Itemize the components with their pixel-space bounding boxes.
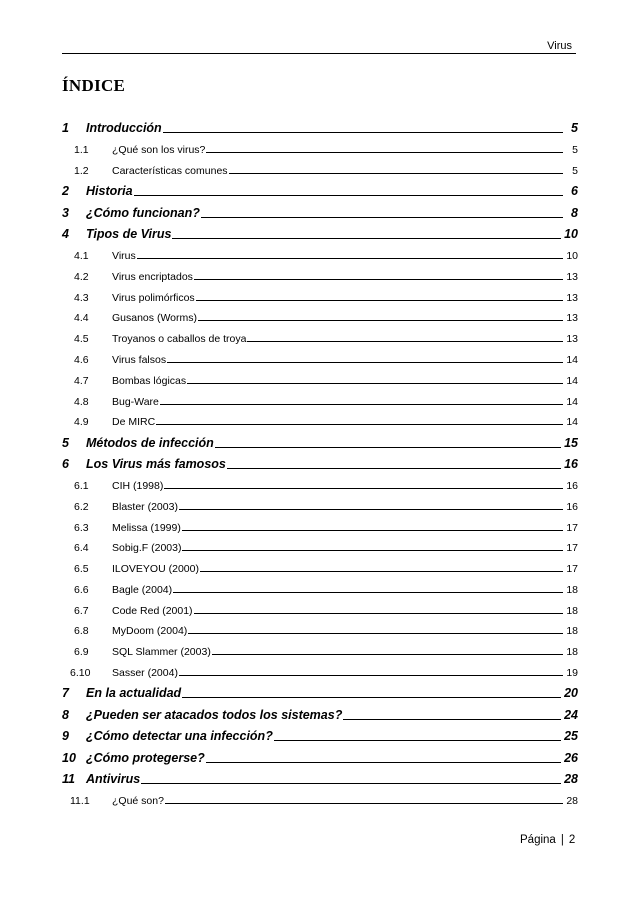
toc-number: 6.5 <box>74 563 89 576</box>
toc-leader-line <box>179 675 563 676</box>
toc-entry[interactable] <box>62 722 578 743</box>
header-rule <box>62 53 576 54</box>
toc-label: Los Virus más famosos <box>86 457 226 472</box>
toc-number: 1.2 <box>74 164 89 177</box>
toc-entry[interactable] <box>62 679 578 700</box>
toc-number: 6.4 <box>74 542 89 555</box>
toc-subentry[interactable] <box>62 596 578 617</box>
toc-page-number: 17 <box>566 542 578 555</box>
toc-page-number: 5 <box>572 144 578 157</box>
toc-label: Virus polimórficos <box>112 291 195 304</box>
toc-subentry[interactable] <box>62 387 578 408</box>
toc-page-number: 17 <box>566 563 578 576</box>
toc-leader-line <box>156 424 563 425</box>
toc-page-number: 13 <box>566 312 578 325</box>
toc-leader-line <box>137 258 563 259</box>
toc-entry[interactable] <box>62 220 578 241</box>
toc-label: Bug-Ware <box>112 395 159 408</box>
toc-subentry[interactable] <box>62 534 578 555</box>
toc-number: 6.8 <box>74 625 89 638</box>
toc-number: 6 <box>62 457 69 472</box>
toc-page-number: 16 <box>566 500 578 513</box>
toc-label: Sobig.F (2003) <box>112 542 182 555</box>
toc-subentry[interactable] <box>62 617 578 638</box>
toc-number: 4.7 <box>74 374 89 387</box>
toc-page-number: 26 <box>564 750 578 765</box>
toc-subentry[interactable] <box>62 135 578 156</box>
toc-subentry[interactable] <box>62 786 578 807</box>
index-title: ÍNDICE <box>62 76 126 95</box>
toc-number: 10 <box>62 750 76 765</box>
toc-label: Introducción <box>86 121 162 136</box>
toc-leader-line <box>198 320 563 321</box>
toc-entry[interactable] <box>62 700 578 721</box>
toc-label: Gusanos (Worms) <box>112 312 197 325</box>
toc-entry[interactable] <box>62 114 578 135</box>
table-of-contents <box>62 114 578 807</box>
toc-subentry[interactable] <box>62 658 578 679</box>
toc-label: SQL Slammer (2003) <box>112 646 211 659</box>
toc-label: Virus encriptados <box>112 270 193 283</box>
toc-number: 6.7 <box>74 604 89 617</box>
toc-page-number: 16 <box>566 479 578 492</box>
toc-page-number: 14 <box>566 416 578 429</box>
toc-page-number: 13 <box>566 270 578 283</box>
footer-label: Página <box>520 834 556 846</box>
footer-page-number: 2 <box>568 834 576 846</box>
toc-label: Características comunes <box>112 164 228 177</box>
toc-page-number: 25 <box>564 729 578 744</box>
toc-leader-line <box>188 633 563 634</box>
toc-label: Melissa (1999) <box>112 521 181 534</box>
toc-label: Virus falsos <box>112 353 167 366</box>
toc-leader-line <box>173 592 563 593</box>
toc-number: 5 <box>62 435 69 450</box>
toc-subentry[interactable] <box>62 156 578 177</box>
toc-number: 2 <box>62 184 69 199</box>
toc-entry[interactable] <box>62 177 578 198</box>
header-title: Virus <box>547 40 572 52</box>
toc-leader-line <box>167 362 563 363</box>
toc-leader-line <box>182 530 563 531</box>
toc-label: ILOVEYOU (2000) <box>112 563 199 576</box>
page-header <box>62 40 576 56</box>
toc-subentry[interactable] <box>62 366 578 387</box>
toc-subentry[interactable] <box>62 575 578 596</box>
toc-label: Bombas lógicas <box>112 374 187 387</box>
toc-number: 4 <box>62 227 69 242</box>
toc-leader-line <box>187 383 563 384</box>
toc-page-number: 28 <box>564 772 578 787</box>
toc-entry[interactable] <box>62 765 578 786</box>
toc-entry[interactable] <box>62 428 578 449</box>
toc-number: 7 <box>62 686 69 701</box>
toc-leader-line <box>194 279 563 280</box>
toc-page-number: 6 <box>571 184 578 199</box>
toc-page-number: 13 <box>566 333 578 346</box>
toc-page-number: 5 <box>572 164 578 177</box>
toc-number: 6.6 <box>74 583 89 596</box>
toc-page-number: 16 <box>564 457 578 472</box>
toc-label: Bagle (2004) <box>112 583 173 596</box>
toc-page-number: 18 <box>566 646 578 659</box>
toc-page-number: 10 <box>566 249 578 262</box>
toc-leader-line <box>247 341 563 342</box>
toc-page-number: 18 <box>566 583 578 596</box>
toc-label: ¿Pueden ser atacados todos los sistemas? <box>86 707 343 722</box>
toc-label: ¿Cómo funcionan? <box>86 205 200 220</box>
toc-number: 6.10 <box>70 667 91 680</box>
toc-page-number: 14 <box>566 353 578 366</box>
toc-page-number: 20 <box>564 686 578 701</box>
toc-leader-line <box>182 550 563 551</box>
toc-subentry[interactable] <box>62 492 578 513</box>
toc-leader-line <box>141 783 561 784</box>
toc-leader-line <box>160 404 563 405</box>
toc-number: 4.3 <box>74 291 89 304</box>
toc-page-number: 28 <box>566 794 578 807</box>
toc-label: MyDoom (2004) <box>112 625 188 638</box>
toc-leader-line <box>200 571 563 572</box>
toc-subentry[interactable] <box>62 408 578 429</box>
toc-label: ¿Cómo detectar una infección? <box>86 729 273 744</box>
toc-page-number: 18 <box>566 604 578 617</box>
toc-subentry[interactable] <box>62 241 578 262</box>
toc-leader-line <box>201 217 563 218</box>
toc-subentry[interactable] <box>62 637 578 658</box>
toc-entry[interactable] <box>62 198 578 219</box>
toc-number: 4.1 <box>74 249 89 262</box>
toc-page-number: 19 <box>566 667 578 680</box>
toc-page-number: 13 <box>566 291 578 304</box>
toc-label: Blaster (2003) <box>112 500 178 513</box>
toc-label: ¿Cómo protegerse? <box>86 750 205 765</box>
toc-subentry[interactable] <box>62 324 578 345</box>
toc-number: 11 <box>62 772 75 787</box>
toc-label: ¿Qué son los virus? <box>112 144 206 157</box>
toc-leader-line <box>274 740 561 741</box>
toc-number: 1.1 <box>74 144 89 157</box>
toc-subentry[interactable] <box>62 471 578 492</box>
toc-page-number: 8 <box>571 205 578 220</box>
toc-number: 4.5 <box>74 333 89 346</box>
toc-page-number: 14 <box>566 374 578 387</box>
toc-subentry[interactable] <box>62 304 578 325</box>
toc-number: 4.4 <box>74 312 89 325</box>
toc-entry[interactable] <box>62 450 578 471</box>
toc-number: 6.9 <box>74 646 89 659</box>
toc-subentry[interactable] <box>62 513 578 534</box>
toc-label: ¿Qué son? <box>112 794 164 807</box>
toc-leader-line <box>196 300 563 301</box>
toc-number: 6.3 <box>74 521 89 534</box>
toc-number: 4.9 <box>74 416 89 429</box>
toc-label: CIH (1998) <box>112 479 164 492</box>
toc-leader-line <box>179 509 563 510</box>
toc-leader-line <box>194 613 563 614</box>
toc-label: Métodos de infección <box>86 435 214 450</box>
toc-label: Tipos de Virus <box>86 227 172 242</box>
toc-label: Code Red (2001) <box>112 604 193 617</box>
toc-page-number: 18 <box>566 625 578 638</box>
toc-label: Historia <box>86 184 133 199</box>
toc-leader-line <box>206 762 561 763</box>
toc-label: Antivirus <box>86 772 141 787</box>
toc-leader-line <box>164 488 563 489</box>
toc-number: 8 <box>62 707 69 722</box>
toc-leader-line <box>134 195 563 196</box>
toc-leader-line <box>182 697 561 698</box>
toc-page-number: 10 <box>564 227 578 242</box>
toc-leader-line <box>212 654 563 655</box>
toc-number: 9 <box>62 729 69 744</box>
toc-number: 4.2 <box>74 270 89 283</box>
toc-page-number: 17 <box>566 521 578 534</box>
toc-number: 3 <box>62 205 69 220</box>
toc-leader-line <box>172 238 561 239</box>
footer-separator: | <box>560 834 564 846</box>
toc-number: 6.1 <box>74 479 89 492</box>
toc-entry[interactable] <box>62 743 578 764</box>
toc-page-number: 24 <box>564 707 578 722</box>
toc-subentry[interactable] <box>62 554 578 575</box>
toc-number: 1 <box>62 121 69 136</box>
toc-leader-line <box>215 447 561 448</box>
toc-leader-line <box>163 132 563 133</box>
toc-subentry[interactable] <box>62 262 578 283</box>
toc-subentry[interactable] <box>62 283 578 304</box>
toc-leader-line <box>165 803 563 804</box>
toc-number: 6.2 <box>74 500 89 513</box>
toc-number: 11.1 <box>70 794 90 807</box>
toc-page-number: 5 <box>571 121 578 136</box>
toc-label: Virus <box>112 249 136 262</box>
toc-leader-line <box>206 152 563 153</box>
toc-number: 4.6 <box>74 353 89 366</box>
page-footer <box>520 834 575 846</box>
toc-label: Sasser (2004) <box>112 667 178 680</box>
toc-subentry[interactable] <box>62 345 578 366</box>
toc-label: De MIRC <box>112 416 156 429</box>
toc-page-number: 14 <box>566 395 578 408</box>
toc-leader-line <box>229 173 563 174</box>
toc-leader-line <box>227 468 561 469</box>
toc-label: Troyanos o caballos de troya <box>112 333 247 346</box>
toc-leader-line <box>343 719 561 720</box>
toc-number: 4.8 <box>74 395 89 408</box>
toc-label: En la actualidad <box>86 686 182 701</box>
toc-page-number: 15 <box>564 435 578 450</box>
